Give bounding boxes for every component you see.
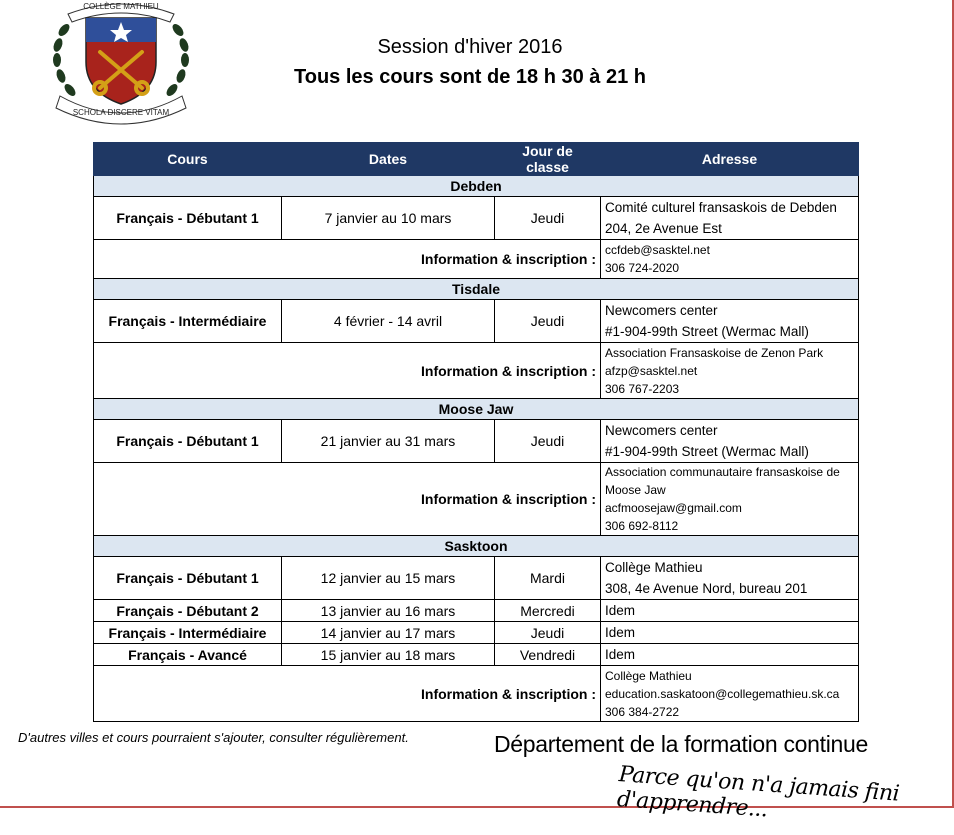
course-row <box>94 557 859 600</box>
info-row <box>94 240 859 279</box>
crest-top-text: COLLÈGE MATHIEU <box>83 2 159 11</box>
col-header-dates: Dates <box>282 143 495 176</box>
course-name: Français - Avancé <box>94 644 282 666</box>
contact-org: Association communautaire fransaskoise de Moose Jaw <box>605 465 840 497</box>
info-contact <box>601 463 859 536</box>
address-line: Newcomers center <box>605 303 718 318</box>
city-name: Tisdale <box>94 279 859 300</box>
contact-email[interactable]: acfmoosejaw@gmail.com <box>605 501 742 515</box>
course-dates: 15 janvier au 18 mars <box>282 644 495 666</box>
city-name: Debden <box>94 176 859 197</box>
info-row <box>94 343 859 399</box>
course-dates: 12 janvier au 15 mars <box>282 557 495 600</box>
city-row-debden <box>94 176 859 197</box>
slogan: Parce qu'on n'a jamais fini d'apprendre... <box>616 762 900 823</box>
city-name: Sasktoon <box>94 536 859 557</box>
contact-org: Collège Mathieu <box>605 668 692 683</box>
course-row <box>94 420 859 463</box>
info-label: Information & inscription : <box>94 463 601 536</box>
course-day: Jeudi <box>495 420 601 463</box>
course-address <box>601 420 859 463</box>
contact-email[interactable]: ccfdeb@sasktel.net <box>605 243 710 257</box>
info-row <box>94 463 859 536</box>
info-contact <box>601 666 859 722</box>
city-row-moose-jaw <box>94 399 859 420</box>
col-header-cours: Cours <box>94 143 282 176</box>
course-dates: 21 janvier au 31 mars <box>282 420 495 463</box>
course-day: Mercredi <box>495 600 601 622</box>
address-line: 308, 4e Avenue Nord, bureau 201 <box>605 581 808 596</box>
college-crest-logo <box>46 0 196 128</box>
course-address: Idem <box>601 600 859 622</box>
address-line: 204, 2e Avenue Est <box>605 221 722 236</box>
course-address <box>601 197 859 240</box>
course-day: Vendredi <box>495 644 601 666</box>
department-name: Département de la formation continue <box>494 731 869 757</box>
course-row <box>94 622 859 644</box>
course-name: Français - Débutant 1 <box>94 197 282 240</box>
city-row-sasktoon <box>94 536 859 557</box>
course-address: Idem <box>601 644 859 666</box>
course-day: Jeudi <box>495 622 601 644</box>
course-dates: 14 janvier au 17 mars <box>282 622 495 644</box>
course-address: Idem <box>601 622 859 644</box>
contact-phone: 306 692-8112 <box>605 519 679 533</box>
contact-phone: 306 724-2020 <box>605 261 680 275</box>
city-row-tisdale <box>94 279 859 300</box>
contact-email[interactable]: afzp@sasktel.net <box>605 363 698 378</box>
info-label: Information & inscription : <box>94 666 601 722</box>
table-header-row <box>94 143 859 176</box>
course-name: Français - Intermédiaire <box>94 622 282 644</box>
address-line: Newcomers center <box>605 423 718 438</box>
address-line: Collège Mathieu <box>605 560 703 575</box>
city-name: Moose Jaw <box>94 399 859 420</box>
course-row <box>94 600 859 622</box>
course-name: Français - Intermédiaire <box>94 300 282 343</box>
course-dates: 13 janvier au 16 mars <box>282 600 495 622</box>
info-label: Information & inscription : <box>94 343 601 399</box>
info-row <box>94 666 859 722</box>
course-row <box>94 197 859 240</box>
contact-email[interactable]: education.saskatoon@collegemathieu.sk.ca <box>605 686 840 701</box>
col-header-jour: Jour de classe <box>495 143 601 176</box>
course-name: Français - Débutant 1 <box>94 420 282 463</box>
course-address <box>601 300 859 343</box>
schedule-hours: Tous les cours sont de 18 h 30 à 21 h <box>294 66 646 88</box>
footnote: D'autres villes et cours pourraient s'ajouter, consulter régulièrement. <box>18 730 409 745</box>
course-address <box>601 557 859 600</box>
course-dates: 7 janvier au 10 mars <box>282 197 495 240</box>
course-day: Jeudi <box>495 300 601 343</box>
contact-phone: 306 767-2203 <box>605 381 680 396</box>
col-header-adresse: Adresse <box>601 143 859 176</box>
session-title: Session d'hiver 2016 <box>377 36 563 58</box>
course-day: Mardi <box>495 557 601 600</box>
contact-phone: 306 384-2722 <box>605 704 680 719</box>
info-label: Information & inscription : <box>94 240 601 279</box>
course-row <box>94 300 859 343</box>
info-contact <box>601 240 859 279</box>
course-dates: 4 février - 14 avril <box>282 300 495 343</box>
address-line: #1-904-99th Street (Wermac Mall) <box>605 324 809 339</box>
course-row <box>94 644 859 666</box>
course-name: Français - Débutant 2 <box>94 600 282 622</box>
info-contact <box>601 343 859 399</box>
course-name: Français - Débutant 1 <box>94 557 282 600</box>
address-line: Comité culturel fransaskois de Debden <box>605 200 837 215</box>
contact-org: Association Fransaskoise de Zenon Park <box>605 345 824 360</box>
address-line: #1-904-99th Street (Wermac Mall) <box>605 444 809 459</box>
crest-motto: SCHOLA DISCERE VITAM <box>72 108 170 117</box>
course-schedule-table <box>93 142 859 722</box>
course-day: Jeudi <box>495 197 601 240</box>
